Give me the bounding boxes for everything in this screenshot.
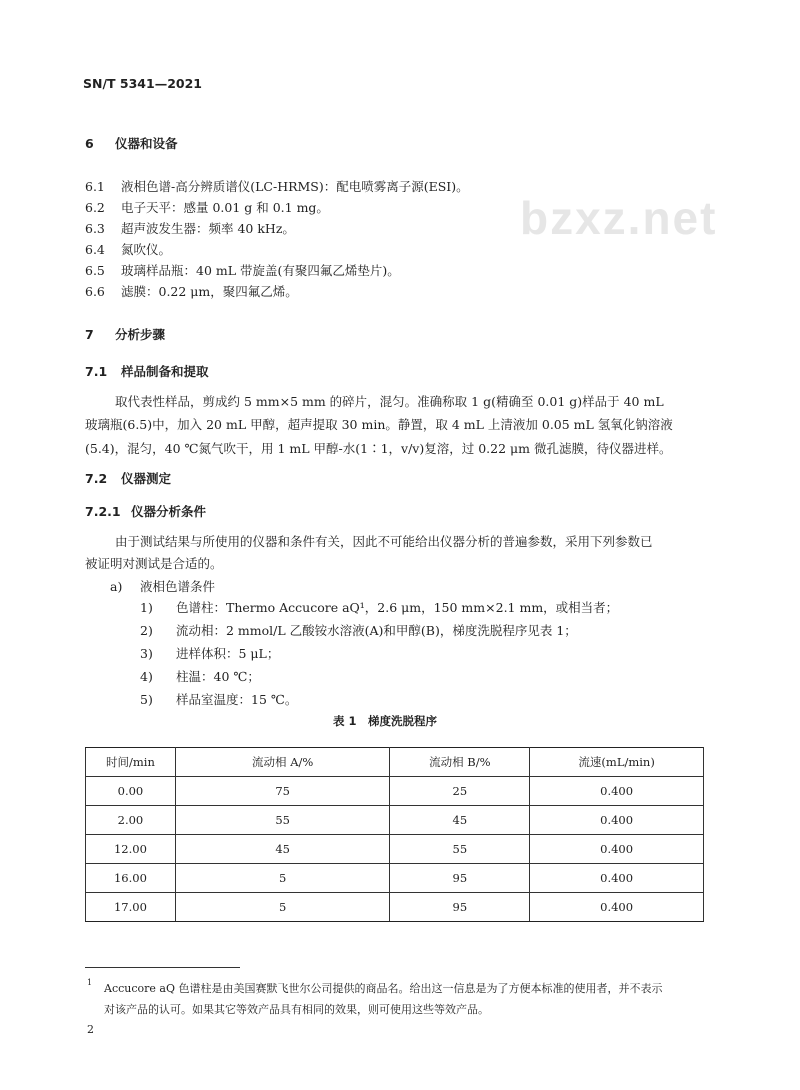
- paragraph-line: 玻璃瓶(6.5)中，加入 20 mL 甲醇，超声提取 30 min。静置，取 4 mL 上清液加 0.05 mL 氢氧化钠溶液: [85, 417, 673, 432]
- list-item-a: [110, 577, 215, 595]
- table-cell: 95: [390, 864, 530, 893]
- section-6-heading: [85, 134, 178, 152]
- item-text: 样品室温度：15 ℃。: [176, 692, 298, 707]
- table-row: [86, 777, 704, 806]
- list-item: [85, 261, 400, 279]
- table-cell: 0.400: [530, 864, 704, 893]
- section-title: 仪器分析条件: [131, 504, 207, 519]
- column-header: 流动相 A/%: [175, 748, 390, 777]
- table-cell: 5: [175, 893, 390, 922]
- item-number: 6.3: [85, 221, 105, 236]
- item-number: 5): [140, 692, 153, 707]
- section-title: 样品制备和提取: [121, 364, 209, 379]
- sub-list-item: [140, 621, 577, 639]
- footnote-divider: [85, 967, 240, 968]
- table-cell: 0.400: [530, 777, 704, 806]
- item-number: 6.5: [85, 263, 105, 278]
- item-number: 6.4: [85, 242, 105, 257]
- sub-list-item: [140, 644, 279, 662]
- list-item: [85, 240, 171, 258]
- item-text: 氮吹仪。: [121, 242, 172, 257]
- table-cell: 0.00: [86, 777, 176, 806]
- table-cell: 12.00: [86, 835, 176, 864]
- footnote-line: 对该产品的认可。如果其它等效产品具有相同的效果，则可使用这些等效产品。: [104, 1003, 489, 1016]
- table-row: [86, 835, 704, 864]
- table-cell: 2.00: [86, 806, 176, 835]
- item-number: 6.1: [85, 179, 105, 194]
- page-number: 2: [87, 1023, 94, 1036]
- column-header: 时间/min: [86, 748, 176, 777]
- section-title: 分析步骤: [115, 327, 166, 342]
- item-text: 进样体积：5 μL；: [176, 646, 280, 661]
- column-header: 流动相 B/%: [390, 748, 530, 777]
- watermark-logo: bzxz.net: [520, 192, 718, 244]
- list-item: [85, 219, 295, 237]
- item-number: 1): [140, 600, 153, 615]
- list-text: 液相色谱条件: [140, 579, 216, 594]
- gradient-table: [85, 747, 704, 922]
- item-text: 玻璃样品瓶：40 mL 带旋盖(有聚四氟乙烯垫片)。: [121, 263, 400, 278]
- table-cell: 25: [390, 777, 530, 806]
- footnote-mark: 1: [87, 978, 93, 987]
- standard-code-header: SN/T 5341—2021: [83, 76, 202, 91]
- section-7-1-heading: [85, 362, 209, 380]
- item-number: 6.2: [85, 200, 105, 215]
- footnote-line: Accucore aQ 色谱柱是由美国赛默飞世尔公司提供的商品名。给出这一信息是为了方便本标准的使用者，并不表示: [104, 982, 663, 995]
- section-7-2-1-heading: [85, 502, 206, 520]
- sub-list-item: [140, 690, 297, 708]
- item-number: 4): [140, 669, 153, 684]
- section-title: 仪器测定: [121, 471, 172, 486]
- item-text: 液相色谱-高分辨质谱仪(LC-HRMS)：配电喷雾离子源(ESI)。: [121, 179, 469, 194]
- table-cell: 0.400: [530, 835, 704, 864]
- item-text: 色谱柱：Thermo Accucore aQ¹，2.6 μm，150 mm×2.1 mm，或相当者；: [176, 600, 619, 615]
- item-number: 3): [140, 646, 153, 661]
- list-item: [85, 177, 469, 195]
- section-number: 6: [85, 136, 94, 151]
- table-cell: 0.400: [530, 893, 704, 922]
- paragraph-line: 取代表性样品，剪成约 5 mm×5 mm 的碎片，混匀。准确称取 1 g(精确至 0.01 g)样品于 40 mL: [115, 394, 664, 409]
- item-text: 电子天平：感量 0.01 g 和 0.1 mg。: [121, 200, 329, 215]
- section-number: 7: [85, 327, 94, 342]
- section-number: 7.2.1: [85, 504, 121, 519]
- table-cell: 5: [175, 864, 390, 893]
- table-cell: 45: [390, 806, 530, 835]
- table-cell: 55: [390, 835, 530, 864]
- column-header: 流速(mL/min): [530, 748, 704, 777]
- list-item: [85, 282, 298, 300]
- section-7-2-heading: [85, 469, 171, 487]
- item-text: 超声波发生器：频率 40 kHz。: [121, 221, 295, 236]
- sub-list-item: [140, 598, 618, 616]
- table-cell: 0.400: [530, 806, 704, 835]
- section-title: 仪器和设备: [115, 136, 178, 151]
- table-cell: 55: [175, 806, 390, 835]
- section-number: 7.1: [85, 364, 108, 379]
- list-marker: a): [110, 579, 123, 594]
- item-number: 6.6: [85, 284, 105, 299]
- table-row: [86, 893, 704, 922]
- sub-list-item: [140, 667, 260, 685]
- paragraph-line: 被证明对测试是合适的。: [85, 556, 223, 571]
- item-text: 滤膜：0.22 μm，聚四氟乙烯。: [121, 284, 298, 299]
- item-number: 2): [140, 623, 153, 638]
- table-header-row: [86, 748, 704, 777]
- table-caption: 表 1 梯度洗脱程序: [333, 714, 438, 728]
- section-7-heading: [85, 325, 165, 343]
- item-text: 柱温：40 ℃；: [176, 669, 260, 684]
- section-number: 7.2: [85, 471, 108, 486]
- item-text: 流动相：2 mmol/L 乙酸铵水溶液(A)和甲醇(B)，梯度洗脱程序见表 1；: [176, 623, 577, 638]
- table-row: [86, 864, 704, 893]
- paragraph-line: 由于测试结果与所使用的仪器和条件有关，因此不可能给出仪器分析的普遍参数，采用下列参数已: [115, 534, 653, 549]
- table-cell: 75: [175, 777, 390, 806]
- table-cell: 45: [175, 835, 390, 864]
- table-cell: 95: [390, 893, 530, 922]
- table-cell: 16.00: [86, 864, 176, 893]
- paragraph-line: (5.4)，混匀，40 ℃氮气吹干，用 1 mL 甲醇-水(1∶1，v/v)复溶，过 0.22 μm 微孔滤膜，待仪器进样。: [85, 441, 672, 456]
- table-cell: 17.00: [86, 893, 176, 922]
- list-item: [85, 198, 329, 216]
- table-row: [86, 806, 704, 835]
